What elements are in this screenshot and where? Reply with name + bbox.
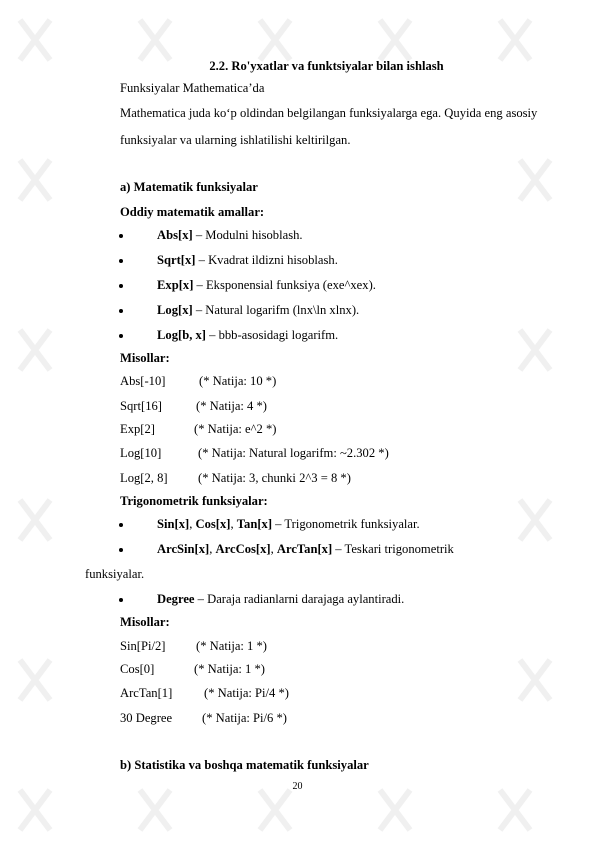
section-a-subheading: Oddiy matematik amallar: xyxy=(120,205,265,219)
list-item xyxy=(157,541,454,557)
section-b-heading: b) Statistika va boshqa matematik funksiyalar xyxy=(120,758,369,772)
function-name: ArcCos[x] xyxy=(215,542,271,556)
list-item xyxy=(157,302,359,318)
example-code: Sin[Pi/2] xyxy=(120,639,166,653)
function-desc: – Trigonometrik funksiyalar. xyxy=(272,517,420,531)
intro-line-1 xyxy=(120,106,578,154)
function-name: Sin[x] xyxy=(157,517,190,531)
function-desc: – Natural logarifm (lnx\ln xlnx). xyxy=(192,303,360,317)
example-comment: (* Natija: e^2 *) xyxy=(194,422,277,436)
bullet-icon xyxy=(119,259,123,263)
bullet-icon xyxy=(119,234,123,238)
example-code: Exp[2] xyxy=(120,422,155,436)
separator: , xyxy=(189,517,196,531)
example-comment: (* Natija: 3, chunki 2^3 = 8 *) xyxy=(198,471,351,485)
function-desc: – Daraja radianlarni darajaga aylantiradi. xyxy=(194,592,405,606)
example-code: Sqrt[16] xyxy=(120,399,162,413)
function-name: Tan[x] xyxy=(236,517,273,531)
examples-label: Misollar: xyxy=(120,351,170,365)
function-desc: – bbb-asosidagi logarifm. xyxy=(205,328,339,342)
example-code: Cos[0] xyxy=(120,662,155,676)
example-comment: (* Natija: Natural logarifm: ~2.302 *) xyxy=(198,446,389,460)
bullet-icon xyxy=(119,523,123,527)
list-item xyxy=(157,252,338,268)
example-comment: (* Natija: Pi/6 *) xyxy=(202,711,287,725)
function-name: Exp[x] xyxy=(157,278,194,292)
example-code: Abs[-10] xyxy=(120,374,166,388)
function-name: Degree xyxy=(157,592,195,606)
bullet-icon xyxy=(119,309,123,313)
separator: , xyxy=(209,542,216,556)
list-item xyxy=(157,227,303,243)
function-name: Log[b, x] xyxy=(157,328,206,342)
list-item xyxy=(157,591,404,607)
bullet-icon xyxy=(119,334,123,338)
list-item xyxy=(157,516,420,532)
page-title: 2.2. Ro'yxatlar va funktsiyalar bilan ishlash xyxy=(209,59,444,73)
function-name: Log[x] xyxy=(157,303,193,317)
separator: , xyxy=(270,542,277,556)
list-item xyxy=(157,277,376,293)
example-code: ArcTan[1] xyxy=(120,686,173,700)
example-code: 30 Degree xyxy=(120,711,173,725)
bullet-icon xyxy=(119,548,123,552)
example-comment: (* Natija: Pi/4 *) xyxy=(204,686,289,700)
example-comment: (* Natija: 4 *) xyxy=(196,399,267,413)
list-item xyxy=(157,327,338,343)
page-number: 20 xyxy=(292,781,303,792)
function-desc: – Modulni hisoblash. xyxy=(192,228,303,242)
example-code: Log[10] xyxy=(120,446,162,460)
function-name: ArcSin[x] xyxy=(157,542,210,556)
function-desc-continued: funksiyalar. xyxy=(85,567,145,581)
examples-label: Misollar: xyxy=(120,615,170,629)
function-desc: – Eksponensial funksiya (exe^xex). xyxy=(193,278,376,292)
example-comment: (* Natija: 1 *) xyxy=(194,662,265,676)
function-desc: – Kvadrat ildizni hisoblash. xyxy=(195,253,338,267)
separator: , xyxy=(230,517,237,531)
function-name: ArcTan[x] xyxy=(276,542,333,556)
function-desc: – Teskari trigonometrik xyxy=(332,542,454,556)
intro-text: Mathematica juda ko‘p oldindan belgilangan funksiyalarga ega. Quyida eng asosiy funksiyalar va ularning ishlatilishi keltirilgan. xyxy=(120,106,538,147)
subtitle: Funksiyalar Mathematica’da xyxy=(120,81,265,95)
bullet-icon xyxy=(119,284,123,288)
example-comment: (* Natija: 10 *) xyxy=(199,374,277,388)
trig-heading: Trigonometrik funksiyalar: xyxy=(120,494,268,508)
function-name: Cos[x] xyxy=(195,517,231,531)
bullet-icon xyxy=(119,598,123,602)
example-comment: (* Natija: 1 *) xyxy=(196,639,267,653)
function-name: Abs[x] xyxy=(157,228,193,242)
function-name: Sqrt[x] xyxy=(157,253,196,267)
section-a-heading: a) Matematik funksiyalar xyxy=(120,180,258,194)
example-code: Log[2, 8] xyxy=(120,471,168,485)
